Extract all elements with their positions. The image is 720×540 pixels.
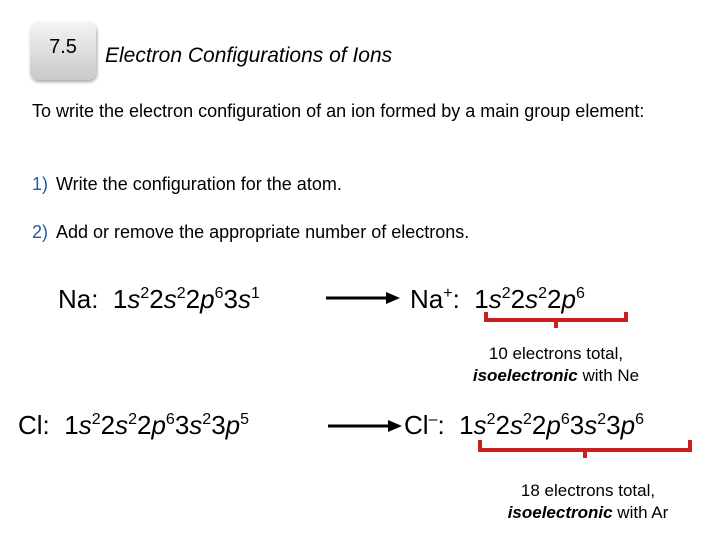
na-bracket <box>484 310 628 328</box>
step-number: 2) <box>32 222 49 242</box>
section-badge <box>30 22 96 80</box>
isoelectronic-term: isoelectronic <box>507 503 613 522</box>
ion-label: Na <box>410 284 444 314</box>
na-atom-configuration: Na: $1s^22s^22p^63s^1$ <box>58 284 260 314</box>
step-2 <box>32 222 469 243</box>
step-text: Add or remove the appropriate number of electrons. <box>56 222 470 242</box>
ion-label: Cl <box>404 410 429 440</box>
slide-title: Electron Configurations of Ions <box>105 44 393 67</box>
na-ion-configuration: Na+: $1s^22s^22p^6$ <box>410 284 585 314</box>
step-number: 1) <box>32 174 49 194</box>
na-note: 10 electrons total, isoelectronic with Ne <box>472 344 640 385</box>
cl-ion-configuration: Cl–: $1s^22s^22p^63s^23p^6$ <box>404 410 644 440</box>
step-1 <box>32 174 342 195</box>
arrow-icon <box>326 290 400 306</box>
isoelectronic-term: isoelectronic <box>472 366 578 385</box>
cl-bracket <box>478 438 692 458</box>
ion-charge: + <box>443 285 453 302</box>
step-text: Write the configuration for the atom. <box>56 174 342 194</box>
cl-note: 18 electrons total, isoelectronic with Ar <box>507 481 669 522</box>
element-label: Na: <box>58 284 99 314</box>
ion-charge: – <box>428 411 438 428</box>
section-number: 7.5 <box>49 35 77 58</box>
element-label: Cl: <box>18 410 50 440</box>
arrow-icon <box>328 418 402 434</box>
intro-text: To write the electron configuration of an ion formed by a main group element: <box>32 101 645 121</box>
cl-atom-configuration: Cl: $1s^22s^22p^63s^23p^5$ <box>18 410 250 440</box>
